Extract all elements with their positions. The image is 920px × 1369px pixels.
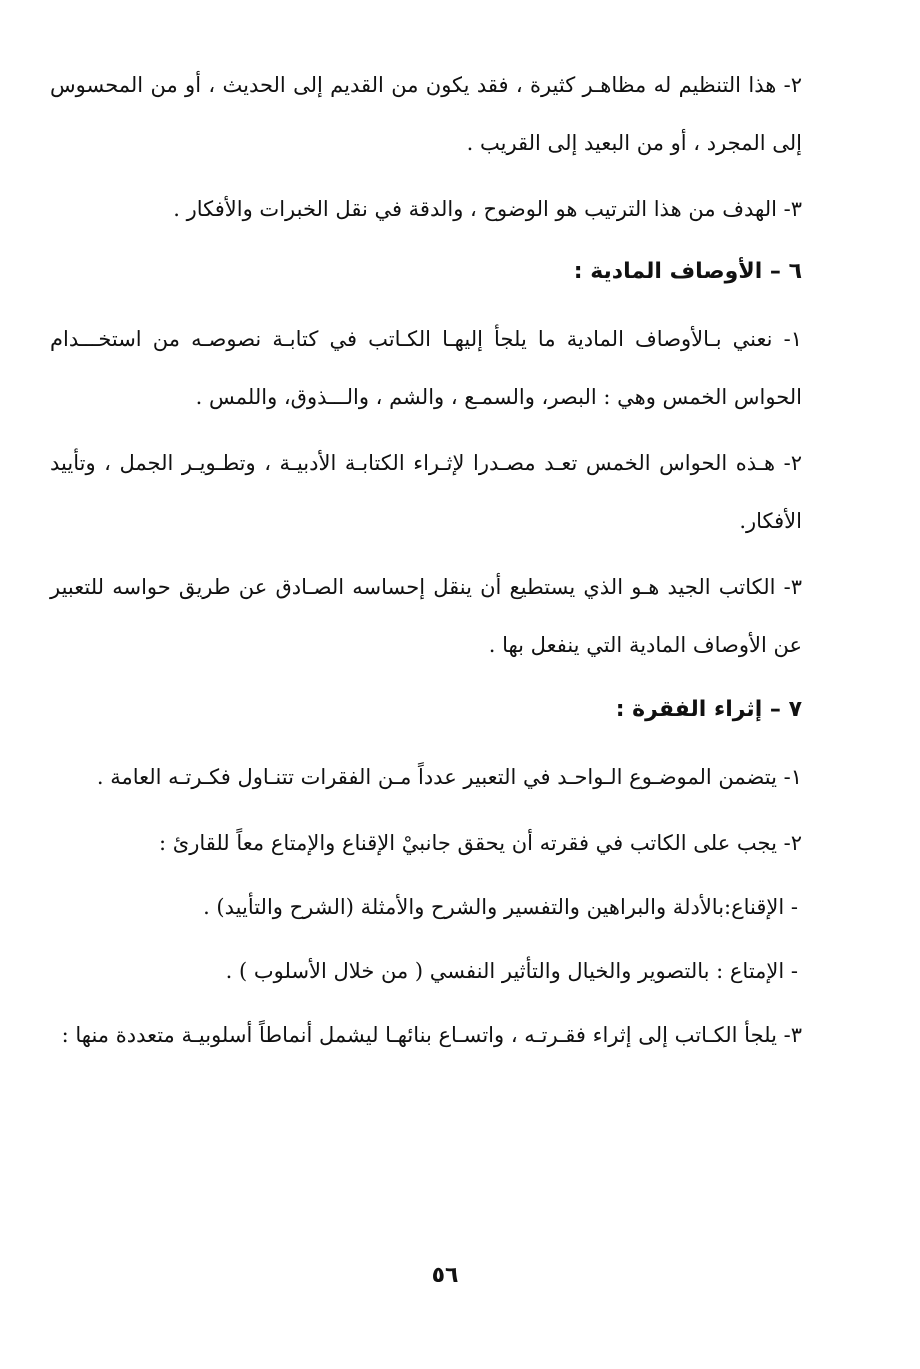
section-heading-physical-descriptions: ٦ – الأوصاف المادية : — [573, 259, 802, 284]
paragraph-arrangement-goal: ٣- الهدف من هذا الترتيب هو الوضوح ، والدقة في نقل الخبرات والأفكار . — [173, 197, 802, 221]
paragraph-persuasion-enjoyment: ٢- يجب على الكاتب في فقرته أن يحقق جانبيْ الإقناع والإمتاع معاً للقارئ : — [159, 831, 802, 855]
page-body — [50, 56, 802, 1072]
paragraph-senses-enrichment: ٢- هـذه الحواس الخمس تعـد مصـدرا لإثـراء الكتابـة الأدبيـة ، وتطـويـر الجمل ، وتأييد الأفكار. — [50, 451, 802, 533]
section-heading-paragraph-enrichment: ٧ – إثراء الفقرة : — [615, 697, 802, 722]
paragraph-five-senses-definition: ١- نعني بـالأوصاف المادية ما يلجأ إليهـا الكـاتب في كتابـة نصوصـه من استخـــدام الحواس الخمس وهي : البصر، والسمـع ، والشم ، والـــذوق، واللمس . — [50, 327, 802, 409]
list-item-enjoyment: - الإمتاع : بالتصوير والخيال والتأثير النفسي ( من خلال الأسلوب ) . — [225, 959, 798, 983]
paragraph-good-writer: ٣- الكاتب الجيد هـو الذي يستطيع أن ينقل إحساسه الصـادق عن طريق حواسه للتعبير عن الأوصاف المادية التي ينفعل بها . — [50, 575, 802, 657]
paragraph-organization-manifestations: ٢- هذا التنظيم له مظاهـر كثيرة ، فقد يكون من القديم إلى الحديث ، أو من المحسوس إلى المجرد ، أو من البعيد إلى القريب . — [50, 73, 802, 155]
page-number: ٥٦ — [431, 1263, 459, 1288]
paragraph-topic-paragraphs: ١- يتضمن الموضـوع الـواحـد في التعبير عدداً مـن الفقرات تتنـاول فكـرتـه العامة . — [96, 765, 802, 789]
list-item-persuasion: - الإقناع:بالأدلة والبراهين والتفسير والشرح والأمثلة (الشرح والتأييد) . — [203, 895, 798, 919]
paragraph-stylistic-patterns: ٣- يلجأ الكـاتب إلى إثراء فقـرتـه ، واتسـاع بنائهـا ليشمل أنماطاً أسلوبيـة متعددة منها : — [61, 1023, 802, 1047]
